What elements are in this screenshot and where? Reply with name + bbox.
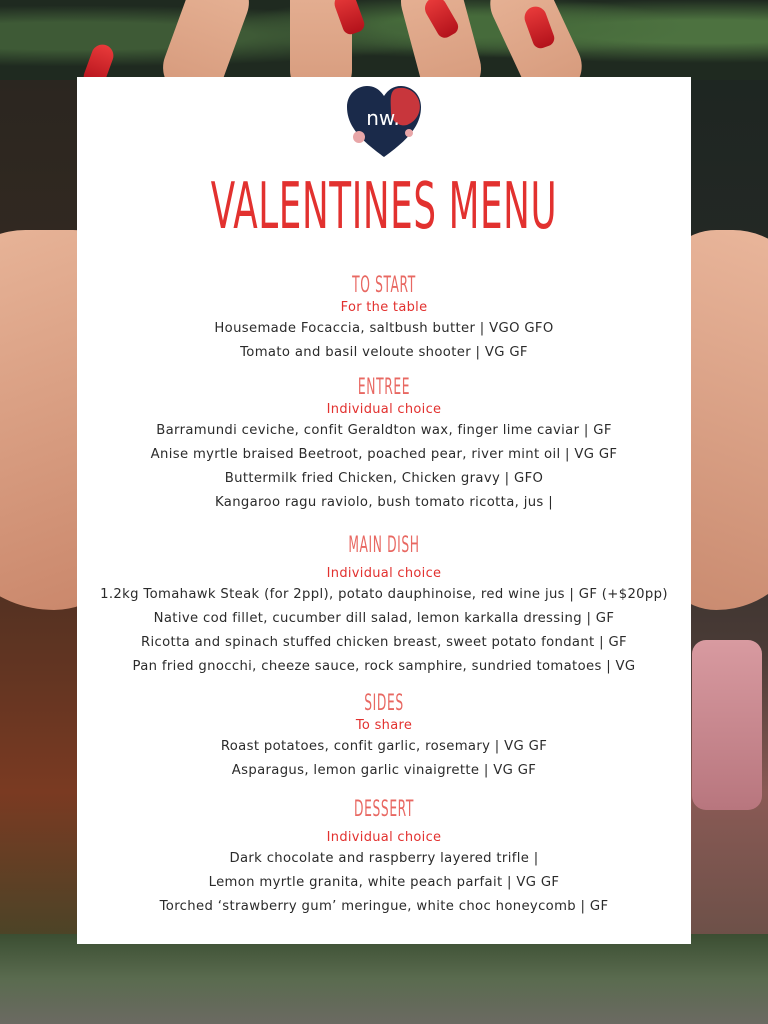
section-main-dish	[77, 533, 691, 679]
section-subheading: Individual choice	[326, 402, 442, 417]
section-subheading: Individual choice	[326, 830, 442, 845]
pink-chair	[692, 640, 762, 810]
section-subheading: For the table	[340, 300, 428, 315]
section-heading: DESSERT	[354, 797, 414, 822]
section-entree	[77, 375, 691, 515]
menu-item: Torched ‘strawberry gum’ meringue, white choc honeycomb | GF	[159, 899, 609, 914]
floor	[0, 934, 768, 1024]
menu-item: Tomato and basil veloute shooter | VG GF	[240, 345, 528, 360]
menu-card	[77, 77, 691, 944]
section-to-start	[77, 273, 691, 365]
menu-item: Ricotta and spinach stuffed chicken breast, sweet potato fondant | GF	[141, 635, 627, 650]
logo-text: nw.	[366, 106, 400, 130]
page-title: VALENTINES MENU	[210, 170, 558, 244]
menu-item: Lemon myrtle granita, white peach parfait | VG GF	[208, 875, 560, 890]
section-heading: ENTREE	[357, 375, 411, 400]
menu-item: Dark chocolate and raspberry layered trifle |	[229, 851, 539, 866]
menu-item: Kangaroo ragu raviolo, bush tomato ricotta, jus |	[215, 495, 553, 510]
menu-item: Buttermilk fried Chicken, Chicken gravy | GFO	[224, 471, 544, 486]
section-subheading: Individual choice	[326, 566, 442, 581]
section-subheading: To share	[355, 718, 413, 733]
menu-item: Asparagus, lemon garlic vinaigrette | VG GF	[231, 763, 537, 778]
menu-item: Anise myrtle braised Beetroot, poached pear, river mint oil | VG GF	[150, 447, 618, 462]
heart-logo-icon	[345, 85, 423, 159]
menu-item: Pan fried gnocchi, cheeze sauce, rock samphire, sundried tomatoes | VG	[132, 659, 636, 674]
section-heading: TO START	[352, 273, 416, 298]
section-sides	[77, 691, 691, 783]
menu-item: Roast potatoes, confit garlic, rosemary | VG GF	[220, 739, 548, 754]
menu-item: Barramundi ceviche, confit Geraldton wax, finger lime caviar | GF	[156, 423, 612, 438]
menu-item: 1.2kg Tomahawk Steak (for 2ppl), potato dauphinoise, red wine jus | GF (+$20pp)	[100, 587, 668, 602]
section-dessert	[77, 797, 691, 919]
menu-item: Housemade Focaccia, saltbush butter | VGO GFO	[214, 321, 554, 336]
section-heading: SIDES	[364, 691, 404, 716]
section-heading: MAIN DISH	[348, 533, 420, 558]
menu-item: Native cod fillet, cucumber dill salad, lemon karkalla dressing | GF	[153, 611, 615, 626]
